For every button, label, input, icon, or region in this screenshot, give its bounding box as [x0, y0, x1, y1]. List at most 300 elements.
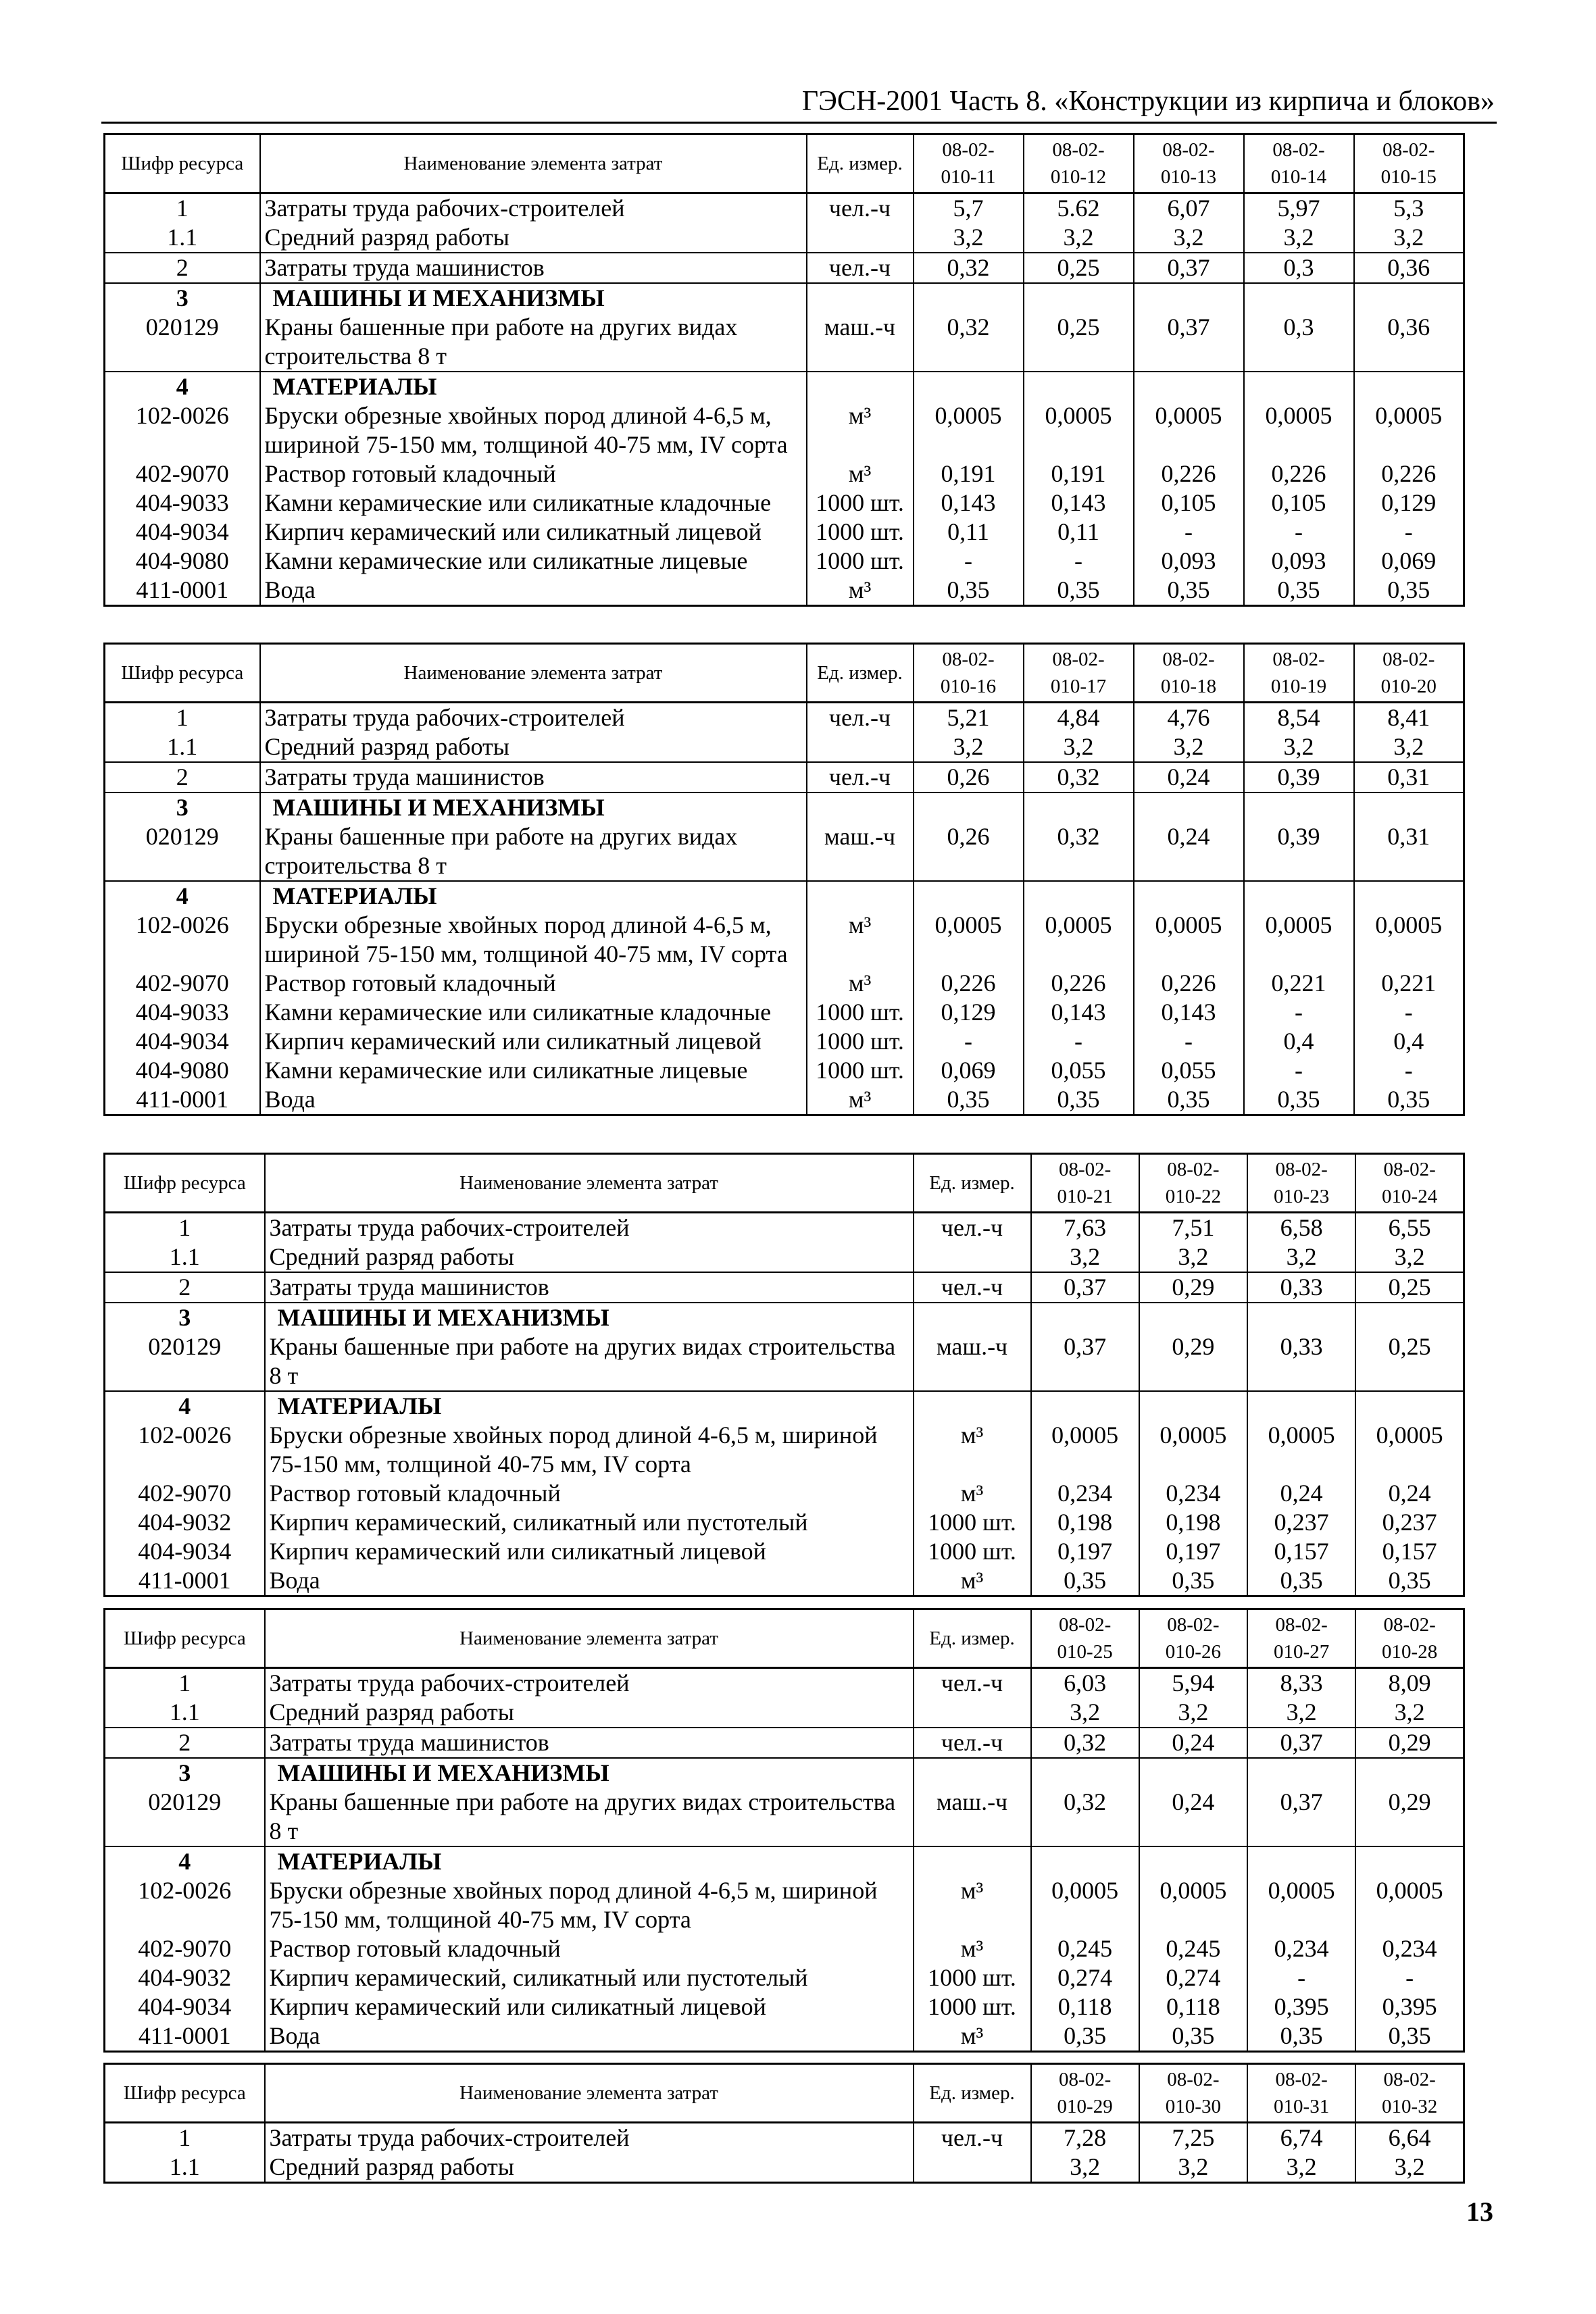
table-row: [105, 998, 1464, 1027]
column-header-norm: [1134, 644, 1244, 703]
resource-name: Краны башенные при работе на других видах строительства 8 т: [260, 822, 807, 881]
resource-name: Вода: [265, 2021, 914, 2052]
value-cell: [1024, 793, 1134, 822]
resource-code: 020129: [105, 1788, 265, 1846]
resource-name: МАТЕРИАЛЫ: [265, 1391, 914, 1421]
norm-code-part: 010-24: [1382, 1186, 1438, 1207]
value-cell: [1355, 1846, 1464, 1876]
unit-cell: чел.-ч: [807, 193, 914, 224]
norm-code-part: 010-19: [1270, 676, 1327, 697]
resource-code: 404-9034: [105, 518, 260, 547]
norm-code-part: 010-16: [940, 676, 997, 697]
value-cell: 7,63: [1031, 1213, 1139, 1243]
value-cell: -: [1354, 518, 1464, 547]
value-cell: 3,2: [1244, 732, 1354, 762]
value-cell: 0,143: [1024, 998, 1134, 1027]
value-cell: 5,7: [914, 193, 1024, 224]
resource-code: 3: [105, 1303, 265, 1332]
unit-cell: чел.-ч: [807, 703, 914, 733]
table-row: [105, 1213, 1464, 1243]
value-cell: 0,35: [1139, 2021, 1247, 2052]
value-cell: 5,3: [1354, 193, 1464, 224]
value-cell: 0,0005: [1134, 911, 1244, 969]
table-row: [105, 1085, 1464, 1115]
table-row: [105, 911, 1464, 969]
running-header: ГЭСН-2001 Часть 8. «Конструкции из кирпича и блоков»: [801, 86, 1495, 117]
value-cell: 0,274: [1031, 1963, 1139, 1992]
value-cell: 0,24: [1247, 1479, 1355, 1508]
resource-code: 4: [105, 1846, 265, 1876]
value-cell: 0,35: [1244, 576, 1354, 606]
section-row: [105, 1758, 1464, 1788]
unit-cell: [914, 1758, 1031, 1788]
value-cell: [1024, 372, 1134, 401]
resource-code: 020129: [105, 1332, 265, 1391]
resource-code: 3: [105, 283, 260, 313]
value-cell: 5,94: [1139, 1668, 1247, 1699]
value-cell: 0,24: [1139, 1788, 1247, 1846]
table-row: [105, 2153, 1464, 2183]
unit-cell: [914, 1303, 1031, 1332]
value-cell: 0,197: [1139, 1537, 1247, 1566]
value-cell: 0,35: [1139, 1566, 1247, 1596]
value-cell: 6,64: [1355, 2123, 1464, 2153]
value-cell: 0,33: [1247, 1332, 1355, 1391]
unit-cell: 1000 шт.: [807, 488, 914, 518]
norm-code-part: 010-22: [1165, 1186, 1221, 1207]
value-cell: 3,2: [1247, 1698, 1355, 1728]
norm-code-part: 010-32: [1382, 2096, 1438, 2117]
value-cell: [1355, 1391, 1464, 1421]
value-cell: 0,24: [1355, 1479, 1464, 1508]
value-cell: 0,0005: [1139, 1876, 1247, 1934]
value-cell: 8,41: [1354, 703, 1464, 733]
value-cell: 0,37: [1247, 1728, 1355, 1758]
table-row: [105, 1728, 1464, 1758]
unit-cell: м³: [914, 2021, 1031, 2052]
column-header-unit: Ед. измер.: [914, 1154, 1031, 1213]
value-cell: 3,2: [914, 732, 1024, 762]
value-cell: 6,58: [1247, 1213, 1355, 1243]
resource-name: Затраты труда машинистов: [265, 1728, 914, 1758]
value-cell: -: [1244, 998, 1354, 1027]
table-header-row: [105, 1154, 1464, 1213]
table-header-row: [105, 644, 1464, 703]
norm-code-part: 010-28: [1382, 1641, 1438, 1663]
value-cell: 7,25: [1139, 2123, 1247, 2153]
value-cell: 3,2: [1355, 2153, 1464, 2183]
column-header-norm: [1024, 644, 1134, 703]
resource-table: [103, 1153, 1465, 1597]
column-header-code: Шифр ресурса: [105, 2064, 265, 2123]
value-cell: 0,37: [1031, 1272, 1139, 1303]
column-header-norm: [1139, 2064, 1247, 2123]
value-cell: 0,39: [1244, 822, 1354, 881]
value-cell: 0,0005: [1355, 1421, 1464, 1479]
norm-code-part: 08-02-: [1382, 649, 1435, 670]
norm-code-part: 010-18: [1160, 676, 1217, 697]
value-cell: 0,0005: [914, 401, 1024, 459]
resource-code: 2: [105, 1728, 265, 1758]
resource-name: МАШИНЫ И МЕХАНИЗМЫ: [265, 1758, 914, 1788]
value-cell: 0,226: [1354, 459, 1464, 488]
resource-code: 402-9070: [105, 1479, 265, 1508]
resource-name: Раствор готовый кладочный: [265, 1934, 914, 1963]
value-cell: 0,31: [1354, 762, 1464, 793]
value-cell: 0,32: [1024, 762, 1134, 793]
resource-code: 102-0026: [105, 911, 260, 969]
table-row: [105, 822, 1464, 881]
value-cell: 3,2: [1134, 223, 1244, 253]
value-cell: 0,37: [1134, 253, 1244, 283]
table-row: [105, 518, 1464, 547]
table-row: [105, 1421, 1464, 1479]
unit-cell: м³: [807, 576, 914, 606]
table-header-row: [105, 2064, 1464, 2123]
resource-code: 1: [105, 1668, 265, 1699]
value-cell: 0,191: [1024, 459, 1134, 488]
resource-table: [103, 2063, 1465, 2184]
table-row: [105, 313, 1464, 372]
value-cell: 0,29: [1355, 1788, 1464, 1846]
norm-code-part: 010-31: [1274, 2096, 1330, 2117]
resource-name: Бруски обрезные хвойных пород длиной 4-6,5 м, шириной 75-150 мм, толщиной 40-75 мм, IV сорта: [260, 911, 807, 969]
unit-cell: м³: [914, 1876, 1031, 1934]
unit-cell: [807, 223, 914, 253]
unit-cell: маш.-ч: [807, 313, 914, 372]
column-header-norm: [1355, 1609, 1464, 1668]
value-cell: 0,0005: [1247, 1421, 1355, 1479]
table-header-row: [105, 1609, 1464, 1668]
value-cell: 0,0005: [1354, 401, 1464, 459]
resource-name: Камни керамические или силикатные лицевые: [260, 547, 807, 576]
value-cell: 4,76: [1134, 703, 1244, 733]
value-cell: 0,0005: [1134, 401, 1244, 459]
value-cell: -: [1247, 1963, 1355, 1992]
value-cell: 6,74: [1247, 2123, 1355, 2153]
value-cell: 0,143: [914, 488, 1024, 518]
norm-code-part: 08-02-: [1058, 2069, 1112, 2090]
norm-code-part: 08-02-: [942, 649, 995, 670]
value-cell: 3,2: [1134, 732, 1244, 762]
resource-name: МАТЕРИАЛЫ: [260, 881, 807, 911]
resource-code: 411-0001: [105, 1085, 260, 1115]
resource-table: [103, 133, 1465, 607]
value-cell: [1247, 1303, 1355, 1332]
resource-code: 1.1: [105, 2153, 265, 2183]
column-header-unit: Ед. измер.: [914, 2064, 1031, 2123]
resource-code: 3: [105, 793, 260, 822]
resource-code: 1.1: [105, 732, 260, 762]
unit-cell: м³: [914, 1479, 1031, 1508]
value-cell: 8,33: [1247, 1668, 1355, 1699]
value-cell: 0,24: [1139, 1728, 1247, 1758]
resource-code: 020129: [105, 822, 260, 881]
table-row: [105, 1027, 1464, 1056]
table-row: [105, 762, 1464, 793]
table-row: [105, 253, 1464, 283]
norm-code-part: 010-26: [1165, 1641, 1221, 1663]
value-cell: 0,35: [1354, 1085, 1464, 1115]
table-row: [105, 1566, 1464, 1596]
resource-name: Кирпич керамический или силикатный лицевой: [265, 1537, 914, 1566]
table-row: [105, 223, 1464, 253]
unit-cell: маш.-ч: [914, 1788, 1031, 1846]
resource-code: 1.1: [105, 1242, 265, 1272]
resource-name: Средний разряд работы: [265, 2153, 914, 2183]
value-cell: -: [1244, 1056, 1354, 1085]
value-cell: 0,35: [914, 1085, 1024, 1115]
unit-cell: 1000 шт.: [807, 518, 914, 547]
value-cell: 3,2: [1355, 1242, 1464, 1272]
table-row: [105, 1698, 1464, 1728]
value-cell: 0,0005: [1024, 401, 1134, 459]
value-cell: 0,234: [1139, 1479, 1247, 1508]
value-cell: 3,2: [1247, 1242, 1355, 1272]
value-cell: 0,143: [1024, 488, 1134, 518]
column-header-norm: [914, 134, 1024, 193]
value-cell: [1031, 1391, 1139, 1421]
norm-code-part: 08-02-: [1058, 1614, 1112, 1636]
column-header-norm: [1247, 2064, 1355, 2123]
value-cell: 0,36: [1354, 253, 1464, 283]
value-cell: 0,37: [1031, 1332, 1139, 1391]
value-cell: 3,2: [1247, 2153, 1355, 2183]
resource-code: 102-0026: [105, 1421, 265, 1479]
column-header-norm: [1354, 134, 1464, 193]
column-header-norm: [1244, 134, 1354, 193]
unit-cell: чел.-ч: [807, 253, 914, 283]
value-cell: 0,24: [1134, 762, 1244, 793]
value-cell: 0,234: [1355, 1934, 1464, 1963]
value-cell: [1244, 372, 1354, 401]
resource-code: 2: [105, 253, 260, 283]
unit-cell: 1000 шт.: [807, 1027, 914, 1056]
unit-cell: [807, 372, 914, 401]
table-header-row: [105, 134, 1464, 193]
value-cell: [1247, 1391, 1355, 1421]
resource-code: 3: [105, 1758, 265, 1788]
value-cell: 7,28: [1031, 2123, 1139, 2153]
value-cell: 3,2: [1354, 223, 1464, 253]
value-cell: 0,198: [1139, 1508, 1247, 1537]
value-cell: 0,069: [1354, 547, 1464, 576]
value-cell: 0,36: [1354, 313, 1464, 372]
value-cell: 3,2: [1031, 1698, 1139, 1728]
value-cell: 0,0005: [1244, 911, 1354, 969]
value-cell: [1139, 1758, 1247, 1788]
value-cell: -: [1024, 1027, 1134, 1056]
column-header-name: Наименование элемента затрат: [265, 2064, 914, 2123]
resource-code: 4: [105, 881, 260, 911]
norm-code-part: 010-17: [1050, 676, 1107, 697]
unit-cell: 1000 шт.: [807, 1056, 914, 1085]
value-cell: 0,093: [1244, 547, 1354, 576]
value-cell: 0,237: [1355, 1508, 1464, 1537]
resource-code: 020129: [105, 313, 260, 372]
value-cell: 0,32: [1024, 822, 1134, 881]
resource-name: Камни керамические или силикатные кладочные: [260, 998, 807, 1027]
value-cell: 0,234: [1031, 1479, 1139, 1508]
value-cell: 0,274: [1139, 1963, 1247, 1992]
value-cell: 3,2: [1244, 223, 1354, 253]
value-cell: 0,234: [1247, 1934, 1355, 1963]
table-row: [105, 193, 1464, 224]
unit-cell: чел.-ч: [914, 1728, 1031, 1758]
value-cell: 0,37: [1134, 313, 1244, 372]
norm-code-part: 08-02-: [1275, 2069, 1328, 2090]
resource-name: Вода: [260, 1085, 807, 1115]
section-row: [105, 1303, 1464, 1332]
value-cell: [1247, 1758, 1355, 1788]
resource-name: Затраты труда машинистов: [260, 762, 807, 793]
column-header-name: Наименование элемента затрат: [265, 1609, 914, 1668]
value-cell: -: [914, 1027, 1024, 1056]
norm-code-part: 08-02-: [1167, 1159, 1220, 1180]
section-row: [105, 793, 1464, 822]
table-row: [105, 1272, 1464, 1303]
value-cell: 0,143: [1134, 998, 1244, 1027]
column-header-code: Шифр ресурса: [105, 1154, 265, 1213]
value-cell: [1354, 793, 1464, 822]
norm-code-part: 010-27: [1274, 1641, 1330, 1663]
value-cell: 7,51: [1139, 1213, 1247, 1243]
section-row: [105, 1846, 1464, 1876]
value-cell: -: [914, 547, 1024, 576]
value-cell: 0,0005: [1031, 1876, 1139, 1934]
column-header-norm: [1031, 2064, 1139, 2123]
value-cell: [1024, 881, 1134, 911]
unit-cell: чел.-ч: [914, 1272, 1031, 1303]
resource-name: Бруски обрезные хвойных пород длиной 4-6,5 м, шириной 75-150 мм, толщиной 40-75 мм, IV сорта: [260, 401, 807, 459]
column-header-norm: [1247, 1154, 1355, 1213]
table-row: [105, 969, 1464, 998]
value-cell: -: [1354, 1056, 1464, 1085]
section-row: [105, 1391, 1464, 1421]
value-cell: 0,35: [1244, 1085, 1354, 1115]
value-cell: 0,129: [1354, 488, 1464, 518]
resource-name: Краны башенные при работе на других видах строительства 8 т: [260, 313, 807, 372]
norm-code-part: 010-15: [1380, 166, 1437, 188]
value-cell: 0,29: [1139, 1272, 1247, 1303]
section-row: [105, 881, 1464, 911]
unit-cell: [807, 881, 914, 911]
unit-cell: м³: [914, 1934, 1031, 1963]
value-cell: 0,32: [914, 253, 1024, 283]
norm-code-part: 010-25: [1057, 1641, 1113, 1663]
column-header-norm: [1031, 1154, 1139, 1213]
column-header-norm: [1134, 134, 1244, 193]
table-row: [105, 2021, 1464, 2052]
column-header-unit: Ед. измер.: [807, 644, 914, 703]
value-cell: 3,2: [1139, 1242, 1247, 1272]
resource-code: 411-0001: [105, 2021, 265, 2052]
resource-code: 1.1: [105, 223, 260, 253]
resource-code: 2: [105, 762, 260, 793]
table-row: [105, 732, 1464, 762]
unit-cell: [807, 732, 914, 762]
norm-code-part: 08-02-: [1052, 649, 1105, 670]
resource-name: Затраты труда рабочих-строителей: [260, 703, 807, 733]
resource-name: Краны башенные при работе на других видах строительства 8 т: [265, 1788, 914, 1846]
table-row: [105, 459, 1464, 488]
unit-cell: [914, 1698, 1031, 1728]
norm-code-part: 08-02-: [1058, 1159, 1112, 1180]
resource-code: 1: [105, 1213, 265, 1243]
value-cell: 0,226: [914, 969, 1024, 998]
unit-cell: маш.-ч: [807, 822, 914, 881]
value-cell: 0,055: [1134, 1056, 1244, 1085]
unit-cell: [807, 283, 914, 313]
norm-code-part: 010-20: [1380, 676, 1437, 697]
value-cell: [914, 881, 1024, 911]
table-row: [105, 1479, 1464, 1508]
value-cell: 0,0005: [1247, 1876, 1355, 1934]
value-cell: [1244, 283, 1354, 313]
column-header-norm: [914, 644, 1024, 703]
value-cell: 0,0005: [1139, 1421, 1247, 1479]
resource-name: Кирпич керамический или силикатный лицевой: [265, 1992, 914, 2021]
column-header-code: Шифр ресурса: [105, 134, 260, 193]
value-cell: 0,055: [1024, 1056, 1134, 1085]
value-cell: 0,118: [1031, 1992, 1139, 2021]
norm-code-part: 08-02-: [1275, 1614, 1328, 1636]
resource-name: МАТЕРИАЛЫ: [260, 372, 807, 401]
value-cell: [1139, 1303, 1247, 1332]
resource-code: 1: [105, 2123, 265, 2153]
value-cell: 6,07: [1134, 193, 1244, 224]
value-cell: 0,35: [914, 576, 1024, 606]
table-row: [105, 1332, 1464, 1391]
value-cell: 0,0005: [1024, 911, 1134, 969]
value-cell: -: [1024, 547, 1134, 576]
value-cell: 0,221: [1354, 969, 1464, 998]
resource-name: Вода: [260, 576, 807, 606]
resource-name: Затраты труда рабочих-строителей: [265, 1213, 914, 1243]
value-cell: 0,32: [1031, 1788, 1139, 1846]
unit-cell: [914, 1846, 1031, 1876]
value-cell: 0,25: [1024, 313, 1134, 372]
value-cell: 6,55: [1355, 1213, 1464, 1243]
resource-code: 404-9033: [105, 998, 260, 1027]
resource-table: [103, 643, 1465, 1116]
value-cell: 0,245: [1139, 1934, 1247, 1963]
value-cell: [914, 793, 1024, 822]
table-row: [105, 1508, 1464, 1537]
norm-code-part: 08-02-: [1383, 1614, 1436, 1636]
unit-cell: чел.-ч: [914, 2123, 1031, 2153]
norm-code-part: 08-02-: [1167, 1614, 1220, 1636]
value-cell: [914, 372, 1024, 401]
table-row: [105, 488, 1464, 518]
resource-code: 4: [105, 1391, 265, 1421]
header-rule: [101, 122, 1497, 124]
value-cell: 0,35: [1247, 2021, 1355, 2052]
table-row: [105, 1963, 1464, 1992]
table-row: [105, 1788, 1464, 1846]
value-cell: 3,2: [1139, 2153, 1247, 2183]
unit-cell: 1000 шт.: [914, 1963, 1031, 1992]
resource-name: Краны башенные при работе на других видах строительства 8 т: [265, 1332, 914, 1391]
resource-name: Вода: [265, 1566, 914, 1596]
value-cell: 0,3: [1244, 313, 1354, 372]
value-cell: 0,069: [914, 1056, 1024, 1085]
norm-code-part: 010-13: [1160, 166, 1217, 188]
value-cell: 8,54: [1244, 703, 1354, 733]
column-header-norm: [1355, 1154, 1464, 1213]
resource-code: 404-9080: [105, 1056, 260, 1085]
resource-code: 404-9032: [105, 1963, 265, 1992]
